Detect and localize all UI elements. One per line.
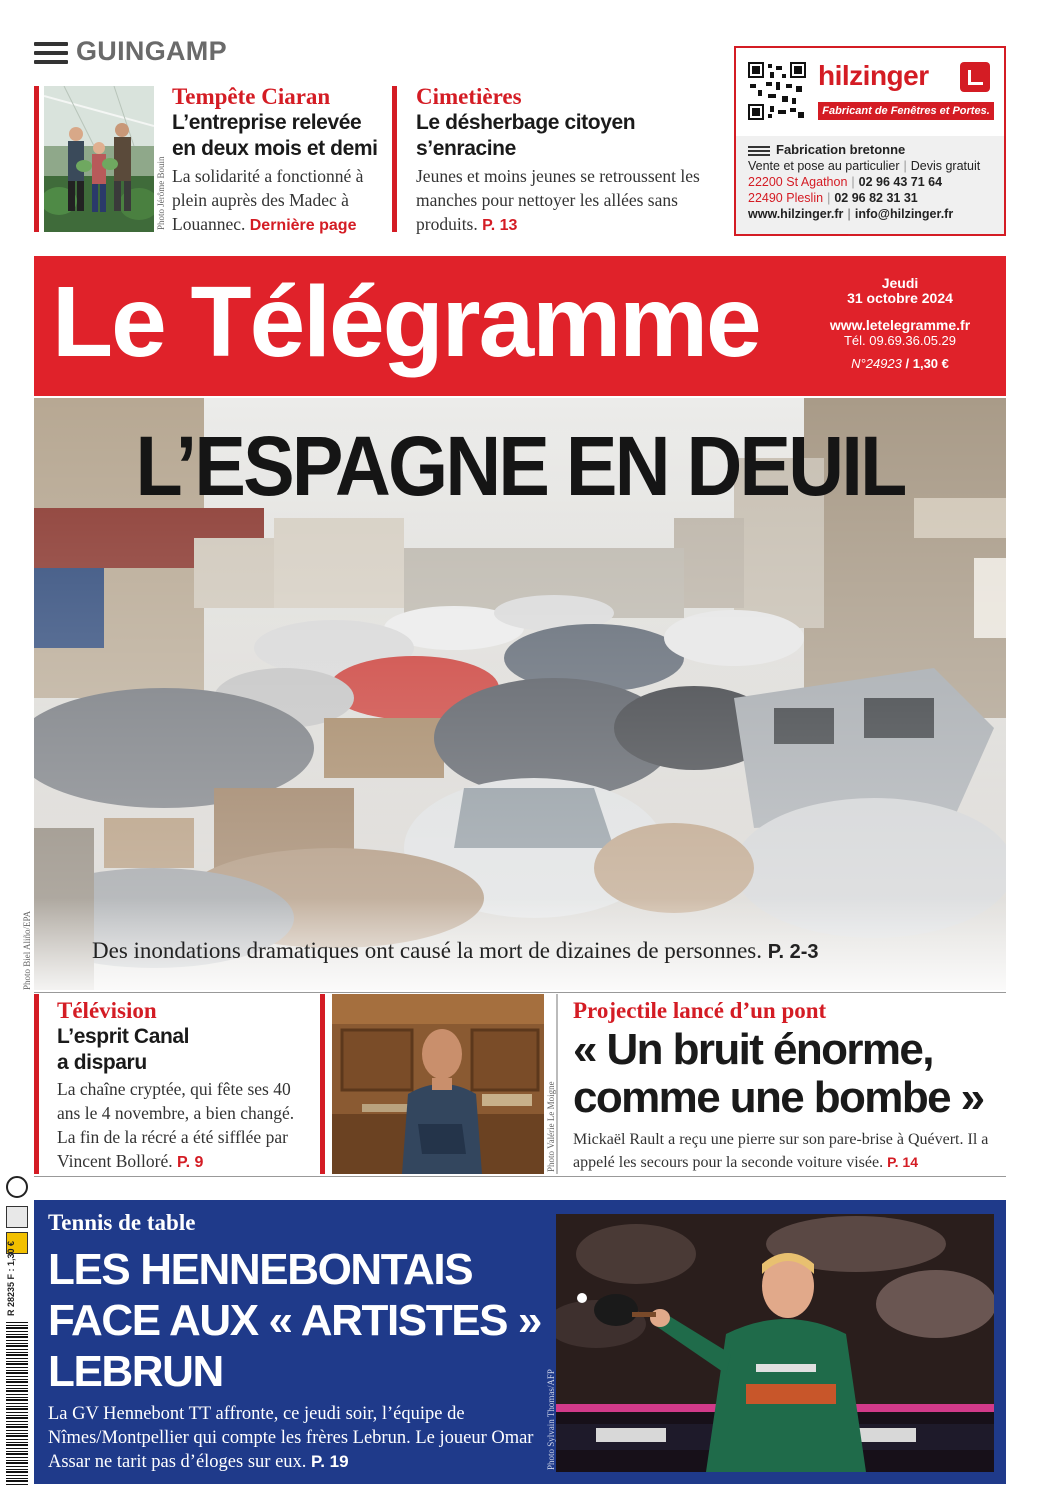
victim-portrait-photo	[332, 994, 544, 1174]
hamburger-menu-icon[interactable]	[34, 42, 68, 66]
headline-line: FACE AUX « ARTISTES »	[48, 1296, 541, 1345]
teaser-accent-bar	[34, 86, 39, 232]
ad-headline: Fabrication bretonne	[748, 142, 992, 158]
masthead	[34, 256, 1006, 396]
hilzinger-logo-icon	[960, 62, 990, 92]
teaser-body: Mickaël Rault a reçu une pierre sur son pare-brise à Quévert. Il a appelé les secours pour la seconde voiture visée. P. 14	[573, 1131, 989, 1171]
teaser-photo-family	[44, 86, 154, 232]
ad-line: Vente et pose au particulier | Devis gratuit	[748, 159, 981, 173]
headline-line: LEBRUN	[48, 1347, 223, 1396]
issue-date: 31 octobre 2024	[847, 290, 953, 306]
main-story[interactable]	[34, 398, 1006, 990]
ad-tagline: Fabricant de Fenêtres et Portes.	[818, 102, 994, 120]
teaser-accent-bar	[320, 994, 325, 1174]
ad-contact	[736, 136, 1004, 234]
ad-line: 22490 Pleslin | 02 96 82 31 31	[748, 191, 918, 205]
masthead-info	[820, 276, 980, 371]
photo-credit: Photo Sylvain Thomas/AFP	[546, 1369, 556, 1470]
tennis-body: La GV Hennebont TT affronte, ce jeudi soir, l’équipe de Nîmes/Montpellier qui compte les frères Lebrun. Le joueur Omar Assar ne tarit pas d’éloges sur eux. P. 19	[48, 1404, 534, 1472]
edition-label: GUINGAMP	[76, 36, 227, 66]
newspaper-logo[interactable]: Le Télégramme	[52, 266, 760, 378]
teaser-body: La solidarité a fonctionné à plein auprès des Madec à Louannec. Dernière page	[172, 166, 364, 234]
page-ref[interactable]: P. 2-3	[767, 941, 819, 963]
tennis-kicker: Tennis de table	[48, 1210, 196, 1235]
photo-credit: Photo Valérie Le Moigne	[546, 1081, 556, 1172]
headline-line: LES HENNEBONTAIS	[48, 1245, 473, 1294]
website-link[interactable]: www.letelegramme.fr	[829, 317, 971, 333]
main-headline: L’ESPAGNE EN DEUIL	[135, 419, 905, 513]
ad-line: 22200 St Agathon | 02 96 43 71 64	[748, 175, 943, 189]
photo-credit: Photo Biel Aliño/EPA	[22, 910, 32, 990]
teaser-title-line: s’enracine	[416, 137, 516, 160]
ad-website-link[interactable]: www.hilzinger.fr	[748, 207, 844, 221]
issue-day: Jeudi	[881, 275, 919, 291]
teaser-kicker: Cimetières	[416, 84, 522, 109]
teaser-projectile[interactable]	[573, 998, 1003, 1174]
teaser-title-line: L’esprit Canal	[57, 1025, 190, 1048]
teaser-title-line: en deux mois et demi	[172, 137, 378, 160]
teaser-cimetieres[interactable]	[416, 84, 721, 238]
quote-line: « Un bruit énorme,	[573, 1025, 933, 1074]
phone-number: Tél. 09.69.36.05.29	[843, 333, 957, 348]
ad-brand-name: hilzinger	[818, 60, 929, 91]
main-caption: Des inondations dramatiques ont causé la mort de dizaines de personnes. P. 2-3	[92, 938, 819, 963]
photo-credit: Photo Jérôme Bouin	[156, 156, 166, 230]
ad-line: www.hilzinger.fr | info@hilzinger.fr	[748, 207, 954, 221]
divider	[34, 1176, 1006, 1177]
tennis-story[interactable]	[34, 1200, 1006, 1484]
tennis-headline	[48, 1244, 548, 1397]
flag-icon	[748, 144, 770, 156]
page-ref[interactable]: P. 9	[176, 1154, 204, 1171]
teaser-body: Jeunes et moins jeunes se retroussent les manches pour nettoyer les allées sans produits. P. 13	[416, 166, 700, 234]
page-ref[interactable]: P. 19	[311, 1452, 349, 1471]
press-logo-icon	[6, 1206, 28, 1228]
barcode-text: R 28235 F : 1,30 €	[6, 1240, 16, 1316]
recycle-icon	[6, 1176, 28, 1198]
issue-price: N°24923 / 1,30 €	[851, 356, 949, 371]
page-ref[interactable]: P. 13	[482, 217, 518, 234]
ad-header	[736, 48, 1004, 136]
barcode-icon	[6, 1320, 28, 1485]
teaser-accent-bar	[392, 86, 397, 232]
ad-email-link[interactable]: info@hilzinger.fr	[854, 207, 954, 221]
teaser-kicker: Tempête Ciaran	[172, 84, 331, 109]
column-divider	[556, 994, 558, 1174]
teaser-ciaran[interactable]	[172, 84, 382, 238]
teaser-kicker: Projectile lancé d’un pont	[573, 998, 827, 1023]
hilzinger-ad[interactable]	[734, 46, 1006, 236]
teaser-title-line: a disparu	[57, 1051, 147, 1074]
page-ref[interactable]: Dernière page	[249, 217, 357, 234]
teaser-title-line: Le désherbage citoyen	[416, 111, 636, 134]
page-ref[interactable]: P. 14	[887, 1154, 918, 1170]
divider	[34, 992, 1006, 993]
teaser-kicker: Télévision	[57, 998, 157, 1023]
teaser-television[interactable]	[57, 998, 307, 1175]
teaser-body: La chaîne cryptée, qui fête ses 40 ans le 4 novembre, a bien changé. La fin de la récré a été sifflée par Vincent Bolloré. P. 9	[57, 1079, 295, 1171]
teaser-accent-bar	[34, 994, 39, 1174]
teaser-title-line: L’entreprise relevée	[172, 111, 362, 134]
table-tennis-player-photo	[556, 1214, 994, 1472]
quote-line: comme une bombe »	[573, 1073, 984, 1122]
qr-code-icon	[748, 62, 806, 120]
